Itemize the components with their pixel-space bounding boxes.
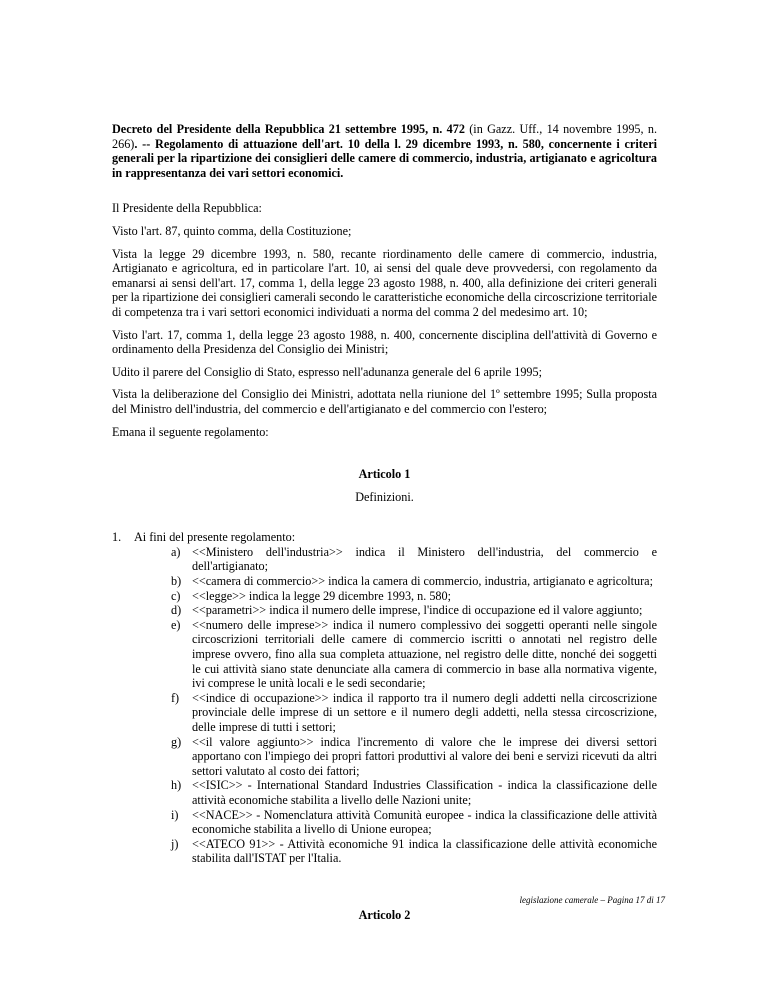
article-1-subtitle: Definizioni. (355, 489, 414, 504)
definition-item (171, 691, 657, 735)
item-text: <<il valore aggiunto>> indica l'incremento di valore che le imprese dei diversi settori apportano con l'impiego dei propri fattori produttivi al valore dei beni e servizi ricevuti da altri settori valutato al costo dei fattori; (192, 734, 657, 778)
item-text: <<legge>> indica la legge 29 dicembre 1993, n. 580; (192, 588, 451, 603)
definition-item (171, 808, 657, 837)
title-gazette-ref: (in Gazz. Uff., 14 novembre 1995, n. 266) (112, 122, 658, 151)
definition-item (171, 603, 657, 618)
preamble-paragraph: Visto l'art. 17, comma 1, della legge 23 agosto 1988, n. 400, concernente disciplina dell'attività di Governo e ordinamento della Presidenza del Consiglio dei Ministri; (112, 327, 657, 357)
item-text: <<parametri>> indica il numero delle imprese, l'indice di occupazione ed il valore aggiunto; (192, 603, 643, 618)
preamble-paragraph: Vista la deliberazione del Consiglio dei Ministri, adottata nella riunione del 1º settembre 1995; Sulla proposta del Ministro dell'industria, del commercio e dell'artigianato e del commercio con l'estero; (112, 387, 657, 416)
preamble-paragraph: Vista la legge 29 dicembre 1993, n. 580, recante riordinamento delle camere di commercio, industria, Artigianato e agricoltura, ed in particolare l'art. 10, ai sensi del quale deve provvedersi, con regolamento da emanarsi ai sensi dell'art. 17, comma 1, della legge 23 agosto 1988, n. 400, alla definizione dei criteri generali per la ripartizione dei consiglieri camerali secondo le caratteristiche economiche della circoscrizione territoriale di competenza tra i vari settori economici individuati a norma del comma 2 del medesimo art. 10; (112, 246, 657, 319)
item-label: i) (171, 807, 179, 822)
title-bold-rest: . -- Regolamento di attuazione dell'art. 10 della l. 29 dicembre 1993, n. 580, concernente i criteri generali per la ripartizione dei consiglieri delle camere di commercio, industria, artigianato e agricoltura in rappresentanza dei vari settori economici. (112, 136, 657, 180)
preamble-paragraph: Il Presidente della Repubblica: (112, 201, 262, 216)
item-text: <<numero delle imprese>> indica il numero complessivo dei soggetti operanti nelle singole circoscrizioni territoriali delle camere di commercio iscritti o annotati nel registro delle imprese ovvero, fino alla sua completa attuazione, nel registro delle ditte, nonché dei soggetti le cui attività siano state denunciate alla camera di commercio in base alla normativa vigente, ivi comprese le unità locali e le sedi secondarie; (192, 617, 657, 691)
preamble-paragraph: Emana il seguente regolamento: (112, 424, 269, 439)
article-1-comma (112, 530, 657, 545)
item-label: f) (171, 690, 180, 705)
title-bold-part: Decreto del Presidente della Repubblica 21 settembre 1995, n. 472 (112, 122, 465, 136)
item-label: d) (171, 603, 182, 618)
article-1-heading: Articolo 1 (358, 467, 411, 482)
definition-item (171, 778, 657, 807)
definition-item (171, 574, 657, 589)
preamble-paragraph: Udito il parere del Consiglio di Stato, espresso nell'adunanza generale del 6 aprile 1995; (112, 364, 542, 379)
item-label: c) (171, 588, 181, 603)
item-label: j) (171, 836, 179, 851)
item-label: e) (171, 617, 181, 632)
item-text: <<NACE>> - Nomenclatura attività Comunità europee - indica la classificazione delle attività economiche stabilita a livello di Unione europea; (192, 807, 657, 837)
comma-number: 1. (112, 530, 122, 545)
item-text: <<ATECO 91>> - Attività economiche 91 indica la classificazione delle attività economiche stabilita dall'ISTAT per l'Italia. (192, 836, 657, 866)
item-label: b) (171, 574, 182, 589)
definition-item (171, 589, 657, 604)
document-page (112, 122, 657, 923)
decree-title (112, 122, 657, 180)
definition-item (171, 735, 657, 779)
definitions-list (112, 545, 657, 866)
item-text: <<camera di commercio>> indica la camera di commercio, industria, artigianato e agricoltura; (192, 574, 653, 589)
article-2-heading: Articolo 2 (358, 907, 411, 922)
item-label: g) (171, 734, 182, 749)
page-footer: legislazione camerale – Pagina 17 di 17 (519, 895, 665, 905)
item-text: <<indice di occupazione>> indica il rapporto tra il numero degli addetti nella circoscrizione provinciale delle imprese di un settore e il numero degli addetti, nella stessa circoscrizione, delle imprese di tutti i settori; (192, 690, 657, 734)
item-text: <<ISIC>> - International Standard Industries Classification - indica la classificazione delle attività economiche stabilita a livello delle Nazioni unite; (192, 778, 657, 807)
definition-item (171, 618, 657, 691)
comma-intro: Ai fini del presente regolamento: (134, 530, 296, 545)
preamble-paragraph: Visto l'art. 87, quinto comma, della Costituzione; (112, 223, 352, 238)
definition-item (171, 545, 657, 574)
item-label: h) (171, 778, 182, 793)
definition-item (171, 837, 657, 866)
item-text: <<Ministero dell'industria>> indica il Ministero dell'industria, del commercio e dell'artigianato; (192, 544, 657, 574)
item-label: a) (171, 544, 181, 559)
